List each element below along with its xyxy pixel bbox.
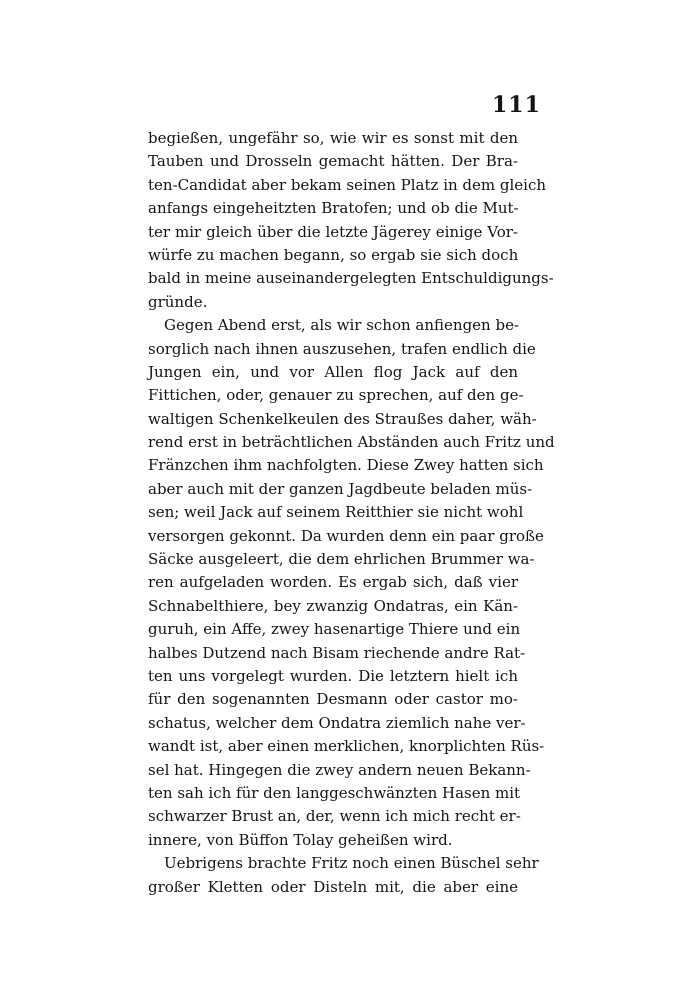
text-line: würfe zu machen begann, so ergab sie sich doch	[148, 245, 519, 264]
text-line: ter mir gleich über die letzte Jägerey einige Vor-	[148, 222, 518, 241]
text-line: ren aufgeladen worden. Es ergab sich, daß vier	[148, 573, 518, 592]
text-line: Tauben und Drosseln gemacht hätten. Der Bra-	[148, 152, 518, 171]
body-text	[148, 127, 555, 899]
text-line: ten uns vorgelegt wurden. Die letztern hielt ich	[148, 666, 518, 685]
text-line: ten-Candidat aber bekam seinen Platz in dem gleich	[148, 175, 547, 194]
text-line: waltigen Schenkelkeulen des Straußes daher, wäh-	[148, 409, 537, 428]
text-line: versorgen gekonnt. Da wurden denn ein paar große	[148, 526, 544, 545]
text-line: gründe.	[148, 292, 208, 311]
text-line: großer Kletten oder Disteln mit, die aber eine	[148, 877, 518, 896]
text-line: halbes Dutzend nach Bisam riechende andre Rat-	[148, 643, 526, 662]
page-number: 111	[492, 92, 541, 118]
text-line: sorglich nach ihnen auszusehen, trafen endlich die	[148, 339, 536, 358]
text-line: Fittichen, oder, genauer zu sprechen, auf den ge-	[148, 386, 524, 405]
text-line: wandt ist, aber einen merklichen, knorplichten Rüs-	[148, 737, 545, 756]
text-line: für den sogenannten Desmann oder castor mo-	[148, 690, 518, 709]
text-line: sel hat. Hingegen die zwey andern neuen Bekann-	[148, 760, 531, 779]
text-line: bald in meine auseinandergelegten Entschuldigungs-	[148, 269, 554, 288]
text-line: ten sah ich für den langgeschwänzten Hasen mit	[148, 783, 521, 802]
text-line: aber auch mit der ganzen Jagdbeute beladen müs-	[148, 479, 533, 498]
text-line: Fränzchen ihm nachfolgten. Diese Zwey hatten sich	[148, 456, 544, 475]
text-line: innere, von Büffon Tolay geheißen wird.	[148, 830, 453, 849]
text-line: Uebrigens brachte Fritz noch einen Büschel sehr	[164, 854, 539, 873]
text-line: schwarzer Brust an, der, wenn ich mich recht er-	[148, 807, 521, 826]
text-line: Schnabelthiere, bey zwanzig Ondatras, ein Kän-	[148, 596, 518, 615]
text-line: begießen, ungefähr so, wie wir es sonst mit den	[148, 129, 518, 147]
text-line: rend erst in beträchtlichen Abständen auch Fritz und	[148, 433, 555, 452]
text-line: Gegen Abend erst, als wir schon anfiengen be-	[164, 316, 520, 335]
text-line: anfangs eingeheitzten Bratofen; und ob die Mut-	[148, 199, 519, 218]
text-line: sen; weil Jack auf seinem Reitthier sie nicht wohl	[148, 503, 524, 522]
text-line: guruh, ein Affe, zwey hasenartige Thiere und ein	[148, 620, 521, 639]
text-line: Säcke ausgeleert, die dem ehrlichen Brummer wa-	[148, 550, 535, 569]
text-line: schatus, welcher dem Ondatra ziemlich nahe ver-	[148, 713, 526, 732]
text-line: Jungen ein, und vor Allen flog Jack auf den	[148, 362, 518, 381]
